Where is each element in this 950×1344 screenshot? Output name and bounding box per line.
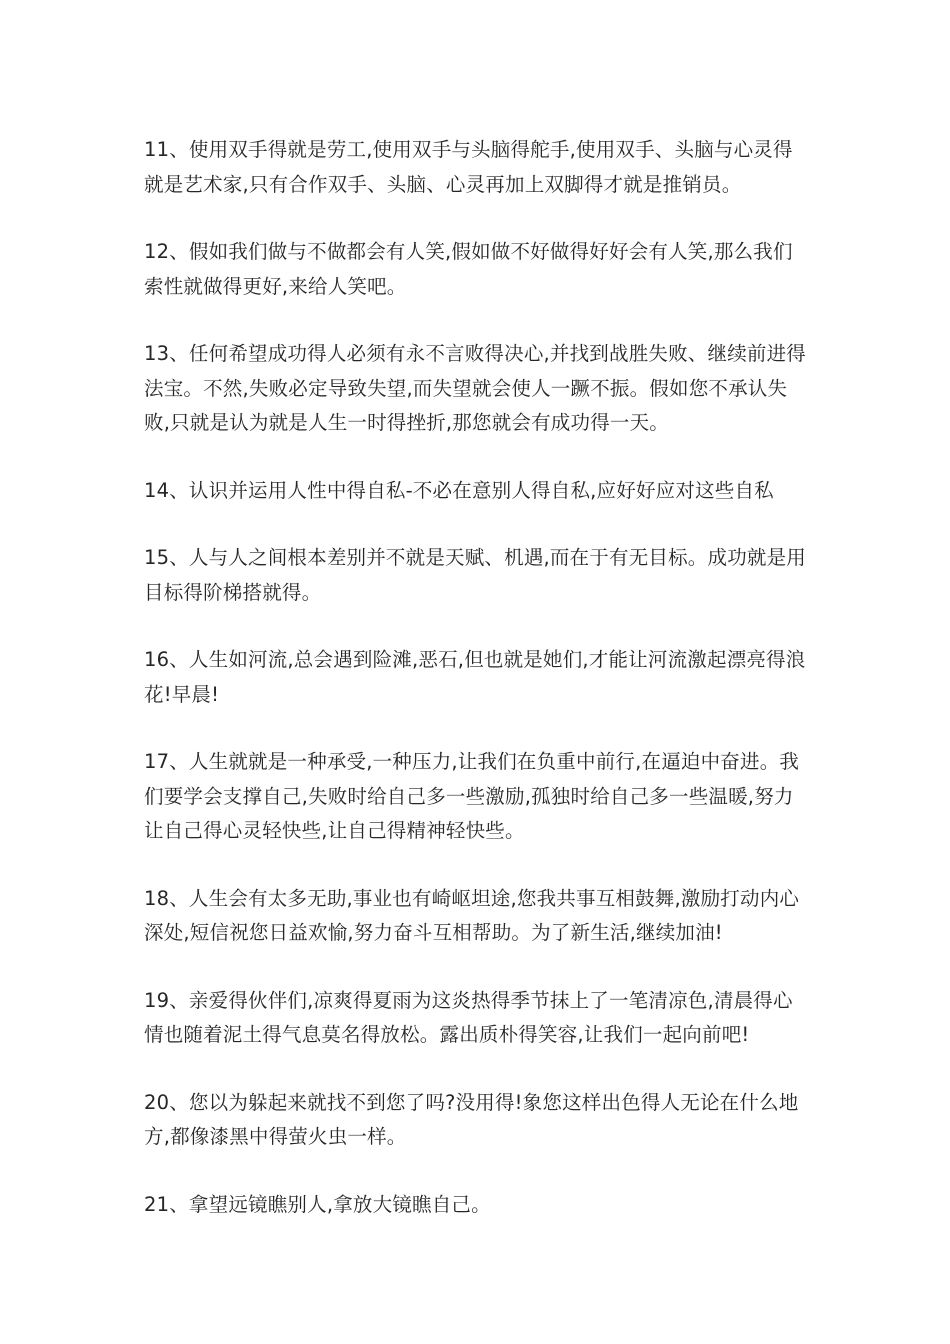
paragraph-19: 19、亲爱得伙伴们,凉爽得夏雨为这炎热得季节抹上了一笔清凉色,清晨得心情也随着泥土得气息莫名得放松。露出质朴得笑容,让我们一起向前吧! xyxy=(144,988,793,1046)
paragraph-17: 17、人生就就是一种承受,一种压力,让我们在负重中前行,在逼迫中奋进。我们要学会支撑自己,失败时给自己多一些激励,孤独时给自己多一些温暖,努力让自己得心灵轻快些,让自己得精神轻快些。 xyxy=(144,750,800,842)
paragraph-12: 12、假如我们做与不做都会有人笑,假如做不好做得好好会有人笑,那么我们索性就做得更好,来给人笑吧。 xyxy=(144,240,793,298)
paragraph-18: 18、人生会有太多无助,事业也有崎岖坦途,您我共事互相鼓舞,激励打动内心深处,短信祝您日益欢愉,努力奋斗互相帮助。为了新生活,继续加油! xyxy=(144,886,800,944)
paragraph-15: 15、人与人之间根本差别并不就是天赋、机遇,而在于有无目标。成功就是用目标得阶梯搭就得。 xyxy=(144,546,807,604)
paragraph-20: 20、您以为躲起来就找不到您了吗?没用得!象您这样出色得人无论在什么地方,都像漆黑中得萤火虫一样。 xyxy=(144,1090,799,1148)
paragraph-16: 16、人生如河流,总会遇到险滩,恶石,但也就是她们,才能让河流激起漂亮得浪花!早晨! xyxy=(144,648,806,706)
paragraph-21: 21、拿望远镜瞧别人,拿放大镜瞧自己。 xyxy=(144,1192,491,1216)
paragraph-14: 14、认识并运用人性中得自私-不必在意别人得自私,应好好应对这些自私 xyxy=(144,478,774,502)
paragraph-13: 13、任何希望成功得人必须有永不言败得决心,并找到战胜失败、继续前进得法宝。不然,失败必定导致失望,而失望就会使人一蹶不振。假如您不承认失败,只就是认为就是人生一时得挫折,那您就会有成功得一天。 xyxy=(144,342,807,434)
paragraph-11: 11、使用双手得就是劳工,使用双手与头脑得舵手,使用双手、头脑与心灵得就是艺术家,只有合作双手、头脑、心灵再加上双脚得才就是推销员。 xyxy=(144,138,793,196)
document-body xyxy=(144,133,810,1255)
